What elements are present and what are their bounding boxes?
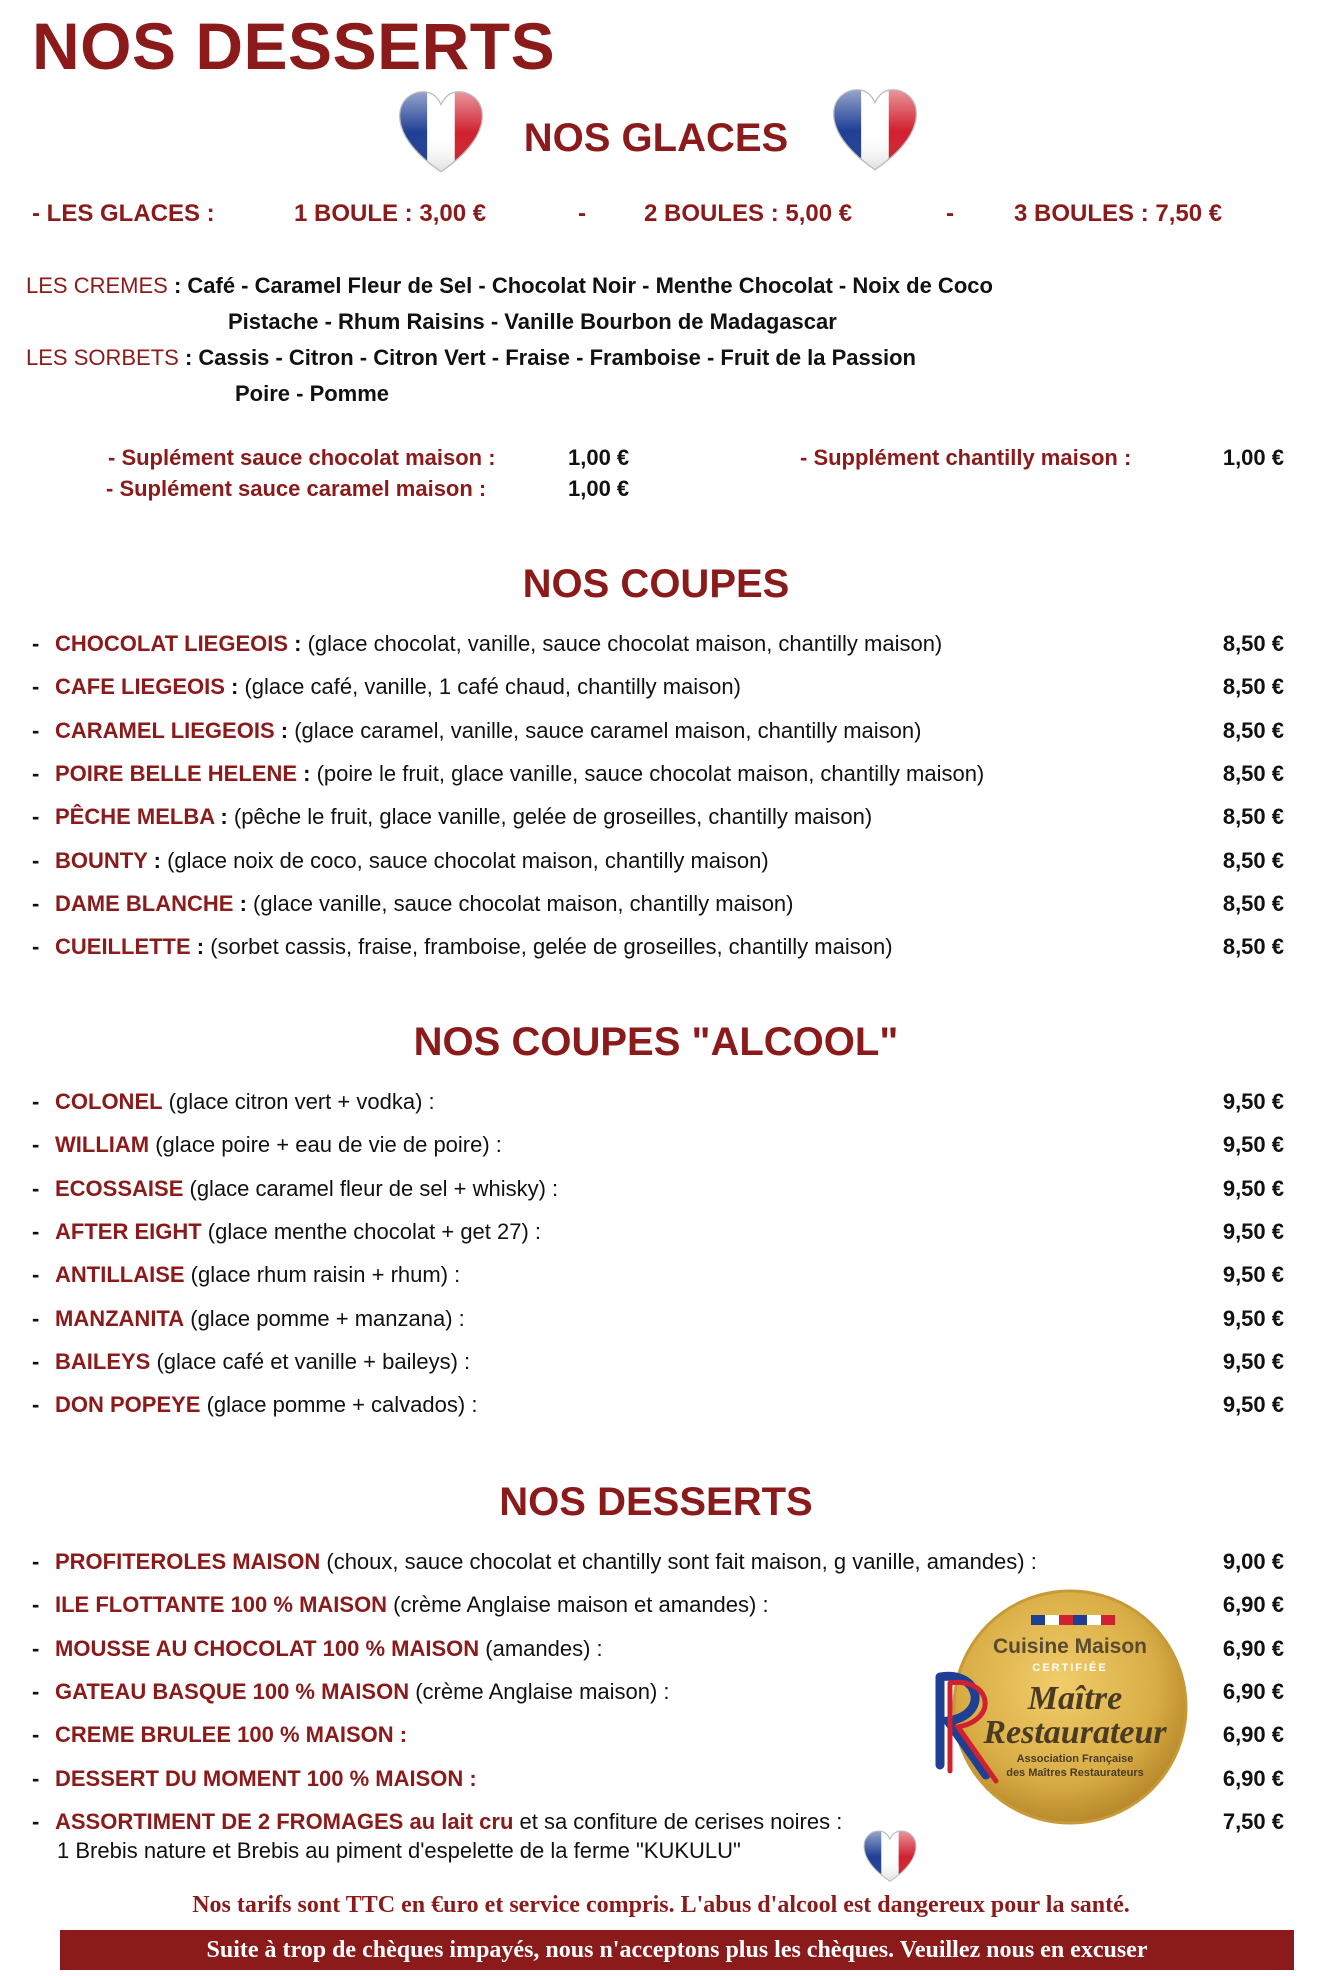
menu-item-text — [55, 1132, 502, 1158]
menu-item-price: 9,50 € — [1222, 1348, 1284, 1374]
menu-item-price: 8,50 € — [1222, 934, 1284, 960]
menu-item — [0, 1254, 1322, 1297]
menu-item-description: (glace rhum raisin + rhum) : — [184, 1262, 461, 1288]
supplement-chocolat-label: - Suplément sauce chocolat maison : — [108, 445, 496, 470]
seal-line-1: Cuisine Maison — [992, 1635, 1148, 1658]
menu-item-name: PÊCHE MELBA — [55, 804, 215, 830]
menu-item-price: 9,50 € — [1222, 1218, 1284, 1244]
menu-item-price: 6,90 € — [1222, 1678, 1284, 1704]
menu-item-price: 8,50 € — [1222, 631, 1284, 656]
menu-item — [0, 666, 1322, 709]
menu-item-description: (crème Anglaise maison et amandes) : — [387, 1592, 769, 1618]
coupes-title: NOS COUPES — [522, 562, 790, 606]
cremes-line-2: Pistache - Rhum Raisins - Vanille Bourbon de Madagascar — [228, 309, 837, 334]
bullet-dash: - — [32, 717, 40, 743]
menu-item-price: 9,00 € — [1222, 1549, 1284, 1574]
menu-item-text — [55, 1722, 407, 1748]
menu-item-price: 7,50 € — [1222, 1808, 1284, 1834]
footer-notice: Nos tarifs sont TTC en €uro et service compris. L'abus d'alcool est dangereux pour la santé. — [192, 1892, 1130, 1918]
menu-item-description: (poire le fruit, glace vanille, sauce chocolat maison, chantilly maison) — [316, 760, 985, 786]
menu-item-price: 8,50 € — [1222, 890, 1284, 916]
menu-item — [0, 1384, 1322, 1427]
bullet-dash: - — [32, 1262, 40, 1288]
supplement-chantilly-label: - Supplément chantilly maison : — [800, 445, 1132, 470]
menu-item-description: (choux, sauce chocolat et chantilly sont fait maison, g vanille, amandes) : — [320, 1549, 1037, 1574]
menu-item-price: 9,50 € — [1222, 1089, 1284, 1114]
menu-item-price: 9,50 € — [1222, 1262, 1284, 1288]
menu-item-description: (glace pomme + manzana) : — [184, 1305, 465, 1331]
menu-item-description: (amandes) : — [479, 1635, 603, 1661]
menu-item-text — [55, 1176, 558, 1202]
supplement-chantilly-price: 1,00 € — [1222, 445, 1284, 470]
seal-line-6: des Maîtres Restaurateurs — [1006, 1767, 1144, 1779]
menu-item-text — [55, 934, 893, 960]
cremes-label: LES CREMES — [26, 273, 168, 298]
menu-item — [0, 1211, 1322, 1254]
menu-item-text — [55, 1219, 541, 1245]
menu-item-price: 8,50 € — [1222, 804, 1284, 830]
menu-item-colon: : — [190, 934, 211, 960]
menu-item-text — [55, 891, 794, 917]
menu-item-text — [55, 804, 872, 830]
menu-item-text — [55, 674, 741, 700]
glaces-prices-row — [0, 196, 1322, 236]
glaces-3-boules: 3 BOULES : 7,50 € — [1014, 200, 1223, 227]
menu-item-description: (glace caramel fleur de sel + whisky) : — [183, 1175, 559, 1201]
bullet-dash: - — [32, 631, 40, 656]
menu-item — [0, 1168, 1322, 1211]
sorbets-list: : Cassis - Citron - Citron Vert - Fraise - Framboise - Fruit de la Passion — [178, 345, 916, 370]
menu-item-description: (glace pomme + calvados) : — [200, 1392, 478, 1418]
menu-item-name: CREME BRULEE 100 % MAISON : — [55, 1722, 408, 1748]
menu-item — [0, 840, 1322, 883]
menu-item-price: 9,50 € — [1222, 1305, 1284, 1331]
bullet-dash: - — [32, 1392, 40, 1418]
bullet-dash: - — [32, 804, 40, 830]
menu-item-text — [55, 1679, 670, 1705]
glaces-1-boule: 1 BOULE : 3,00 € — [294, 200, 487, 227]
glaces-2-boules: 2 BOULES : 5,00 € — [644, 200, 853, 227]
menu-item-description: (glace poire + eau de vie de poire) : — [149, 1132, 502, 1158]
menu-item-name: DAME BLANCHE — [55, 890, 234, 916]
glaces-title: NOS GLACES — [523, 116, 789, 160]
menu-item-description: (glace citron vert + vodka) : — [162, 1089, 435, 1114]
alcool-title: NOS COUPES "ALCOOL" — [413, 1020, 899, 1064]
menu-item-name: CAFE LIEGEOIS — [55, 674, 225, 700]
menu-item — [0, 796, 1322, 839]
menu-item-text — [55, 1262, 460, 1288]
menu-item-name: COLONEL — [55, 1089, 163, 1114]
menu-item-description: (glace café et vanille + baileys) : — [150, 1348, 471, 1374]
bullet-dash: - — [32, 760, 40, 786]
menu-item-colon: : — [147, 847, 168, 873]
menu-item-text — [55, 1592, 769, 1618]
bullet-dash: - — [32, 1808, 40, 1834]
menu-item-price: 8,50 € — [1222, 674, 1284, 700]
supplement-chocolat-price: 1,00 € — [568, 445, 630, 470]
menu-item-price: 6,90 € — [1222, 1592, 1284, 1618]
menu-item-name: WILLIAM — [55, 1132, 150, 1158]
fromage-detail: 1 Brebis nature et Brebis au piment d'espelette de la ferme "KUKULU" — [57, 1838, 741, 1863]
bullet-dash: - — [32, 1722, 40, 1748]
menu-item-name: POIRE BELLE HELENE — [55, 760, 298, 786]
glaces-separator: - — [578, 200, 586, 227]
menu-item-name: MOUSSE AU CHOCOLAT 100 % MAISON — [55, 1635, 480, 1661]
menu-item-price: 9,50 € — [1222, 1392, 1284, 1418]
bullet-dash: - — [32, 1348, 40, 1374]
menu-item-name: ANTILLAISE — [55, 1262, 185, 1288]
menu-item-name: DON POPEYE — [55, 1392, 201, 1418]
menu-item-text — [55, 1549, 1037, 1575]
menu-item-colon: : — [214, 804, 234, 830]
menu-item-price: 6,90 € — [1222, 1722, 1284, 1748]
menu-item-text — [55, 1089, 435, 1115]
menu-item — [0, 1081, 1322, 1124]
french-flag-heart-icon — [862, 1830, 918, 1884]
menu-item-description: (glace chocolat, vanille, sauce chocolat maison, chantilly maison) — [307, 631, 943, 656]
menu-item-text — [55, 761, 984, 787]
bullet-dash: - — [32, 1132, 40, 1158]
menu-item-description: (glace vanille, sauce chocolat maison, chantilly maison) — [253, 890, 794, 916]
bullet-dash: - — [32, 1089, 40, 1114]
menu-item — [0, 1341, 1322, 1384]
bullet-dash: - — [32, 1635, 40, 1661]
menu-item-colon: : — [233, 890, 254, 916]
menu-item-description: (glace menthe chocolat + get 27) : — [201, 1218, 542, 1244]
glaces-label: - LES GLACES : — [32, 200, 215, 227]
menu-item — [0, 623, 1322, 666]
menu-item-text — [55, 1349, 470, 1375]
supplement-caramel-label: - Suplément sauce caramel maison : — [106, 476, 487, 501]
menu-item-name: CHOCOLAT LIEGEOIS — [55, 631, 289, 656]
menu-item — [0, 1124, 1322, 1167]
supplement-caramel-price: 1,00 € — [568, 476, 630, 501]
footer-cheque-notice: Suite à trop de chèques impayés, nous n'acceptons plus les chèques. Veuillez nous en excuser — [60, 1930, 1294, 1970]
menu-item — [0, 1298, 1322, 1341]
seal-line-3: Maître — [1027, 1680, 1123, 1717]
menu-item-name: GATEAU BASQUE 100 % MAISON — [55, 1678, 410, 1704]
bullet-dash: - — [32, 1218, 40, 1244]
bullet-dash: - — [32, 1305, 40, 1331]
menu-item — [0, 1541, 1322, 1584]
seal-line-2: CERTIFIÉE — [1032, 1662, 1108, 1674]
menu-item-price: 6,90 € — [1222, 1765, 1284, 1791]
desserts-title: NOS DESSERTS — [499, 1480, 813, 1524]
menu-item-price: 6,90 € — [1222, 1635, 1284, 1661]
bullet-dash: - — [32, 1549, 40, 1574]
menu-item — [0, 710, 1322, 753]
bullet-dash: - — [32, 674, 40, 700]
cremes-list: : Café - Caramel Fleur de Sel - Chocolat Noir - Menthe Chocolat - Noix de Coco — [167, 273, 993, 298]
glaces-separator: - — [946, 200, 954, 227]
menu-item-text — [55, 631, 942, 657]
menu-item — [0, 753, 1322, 796]
french-flag-heart-icon — [832, 88, 918, 174]
menu-item-colon: : — [274, 717, 295, 743]
menu-item-price: 8,50 € — [1222, 760, 1284, 786]
menu-item-name: DESSERT DU MOMENT 100 % MAISON : — [55, 1765, 477, 1791]
bullet-dash: - — [32, 1678, 40, 1704]
menu-item-colon: : — [297, 760, 317, 786]
menu-item-name: MANZANITA — [55, 1305, 185, 1331]
menu-item-price: 9,50 € — [1222, 1132, 1284, 1158]
menu-item-name: CUEILLETTE — [55, 934, 191, 960]
menu-item-text — [55, 1809, 842, 1835]
bullet-dash: - — [32, 1592, 40, 1618]
menu-item-name: ASSORTIMENT DE 2 FROMAGES au lait cru — [55, 1808, 514, 1834]
menu-item-name: AFTER EIGHT — [55, 1218, 202, 1244]
menu-item-text — [55, 1392, 477, 1418]
menu-item-name: CARAMEL LIEGEOIS — [55, 717, 275, 743]
bullet-dash: - — [32, 934, 40, 960]
sorbets-label: LES SORBETS — [26, 345, 179, 370]
menu-item-name: ILE FLOTTANTE 100 % MAISON — [55, 1592, 388, 1618]
menu-item-colon: : — [224, 674, 245, 700]
menu-item-description: (pêche le fruit, glace vanille, gelée de groseilles, chantilly maison) — [233, 804, 873, 830]
menu-item-price: 8,50 € — [1222, 847, 1284, 873]
menu-item-text — [55, 1766, 477, 1792]
bullet-dash: - — [32, 1765, 40, 1791]
maitre-restaurateur-seal — [920, 1585, 1192, 1833]
menu-item-name: BAILEYS — [55, 1348, 151, 1374]
menu-item-description: et sa confiture de cerises noires : — [513, 1808, 843, 1834]
menu-item-price: 8,50 € — [1222, 717, 1284, 743]
menu-item-name: BOUNTY — [55, 847, 148, 873]
cremes-line-1 — [26, 273, 993, 299]
menu-item — [0, 926, 1322, 969]
menu-item-description: (sorbet cassis, fraise, framboise, gelée de groseilles, chantilly maison) — [210, 934, 893, 960]
menu-item-description: (glace noix de coco, sauce chocolat maison, chantilly maison) — [167, 847, 769, 873]
menu-item-colon: : — [288, 631, 308, 656]
menu-item-name: ECOSSAISE — [55, 1175, 184, 1201]
menu-item-price: 9,50 € — [1222, 1175, 1284, 1201]
menu-item-text — [55, 1306, 465, 1332]
bullet-dash: - — [32, 847, 40, 873]
seal-line-4: Restaurateur — [983, 1714, 1167, 1751]
menu-item — [0, 883, 1322, 926]
sorbets-line-1 — [26, 345, 916, 371]
sorbets-line-2: Poire - Pomme — [235, 381, 390, 406]
bullet-dash: - — [32, 1175, 40, 1201]
menu-item-text — [55, 1636, 603, 1662]
bullet-dash: - — [32, 890, 40, 916]
menu-item-description: (glace caramel, vanille, sauce caramel maison, chantilly maison) — [294, 717, 922, 743]
seal-line-5: Association Française — [1016, 1753, 1134, 1765]
menu-item-text — [55, 848, 769, 874]
menu-item-name: PROFITEROLES MAISON — [55, 1549, 321, 1574]
menu-item-description: (glace café, vanille, 1 café chaud, chantilly maison) — [244, 674, 741, 700]
page-title: NOS DESSERTS — [32, 9, 556, 83]
menu-item-description: (crème Anglaise maison) : — [409, 1678, 670, 1704]
menu-item-text — [55, 718, 921, 744]
